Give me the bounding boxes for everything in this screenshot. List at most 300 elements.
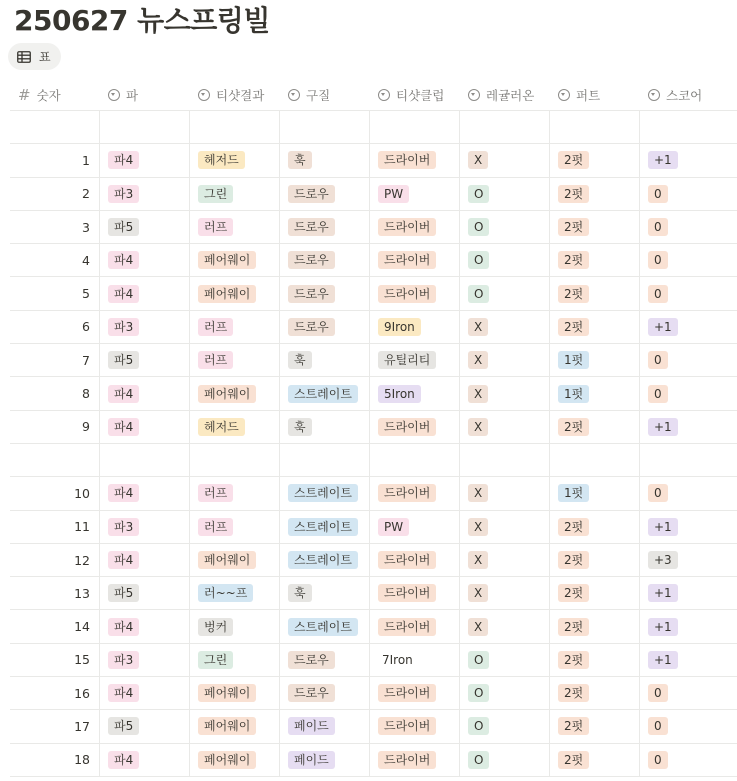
select-tag: 2펏 (558, 551, 589, 569)
table-cell-putts[interactable] (550, 610, 640, 642)
table-cell-tee-result[interactable] (190, 211, 280, 243)
select-tag: 파4 (108, 385, 139, 403)
select-tag: 파4 (108, 551, 139, 569)
select-tag: 드로우 (288, 251, 335, 269)
select-icon (198, 89, 210, 101)
select-tag: 스트레이트 (288, 551, 358, 569)
select-tag: 파3 (108, 651, 139, 669)
table-cell-putts[interactable] (550, 211, 640, 243)
table-cell-regulation[interactable] (460, 644, 550, 676)
table-cell-tee-result[interactable] (190, 477, 280, 509)
table-cell-ball-flight[interactable] (280, 111, 370, 143)
table-cell-putts[interactable] (550, 744, 640, 776)
table-cell-ball-flight[interactable] (280, 544, 370, 576)
table-row[interactable] (10, 144, 737, 177)
view-tab-table[interactable] (8, 43, 61, 70)
column-header-label: 퍼트 (576, 88, 601, 103)
table-cell-putts[interactable] (550, 244, 640, 276)
table-cell-par[interactable] (100, 277, 190, 309)
table-cell-regulation[interactable] (460, 277, 550, 309)
table-cell-putts[interactable] (550, 710, 640, 742)
view-tab-label: 표 (39, 50, 51, 64)
select-icon (468, 89, 480, 101)
select-tag: 파5 (108, 218, 139, 236)
table-cell-score[interactable] (640, 444, 737, 476)
table-cell-num[interactable] (10, 344, 100, 376)
table-row[interactable] (10, 511, 737, 544)
table-cell-ball-flight[interactable] (280, 477, 370, 509)
table-cell-score[interactable] (640, 344, 737, 376)
select-tag: 드로우 (288, 318, 335, 336)
table-row-empty[interactable] (10, 111, 737, 144)
select-tag: 페어웨이 (198, 551, 256, 569)
row-number: 14 (74, 619, 90, 635)
select-tag: 페어웨이 (198, 751, 256, 769)
table-cell-ball-flight[interactable] (280, 610, 370, 642)
select-tag: 파5 (108, 717, 139, 735)
table-cell-tee-club[interactable] (370, 377, 460, 409)
column-header-ball-flight[interactable] (280, 80, 370, 110)
table-cell-par[interactable] (100, 411, 190, 443)
row-number: 17 (74, 718, 90, 734)
select-tag: 파4 (108, 618, 139, 636)
select-tag: 1펏 (558, 351, 589, 369)
row-number: 3 (82, 219, 90, 235)
table-cell-score[interactable] (640, 477, 737, 509)
select-tag: O (468, 717, 489, 735)
table-cell-tee-club[interactable] (370, 710, 460, 742)
table-cell-tee-result[interactable] (190, 710, 280, 742)
table-cell-tee-result[interactable] (190, 144, 280, 176)
table-cell-score[interactable] (640, 644, 737, 676)
select-tag: 드로우 (288, 285, 335, 303)
column-header-score[interactable] (640, 80, 737, 110)
table-cell-ball-flight[interactable] (280, 710, 370, 742)
table-cell-ball-flight[interactable] (280, 277, 370, 309)
table-cell-tee-club[interactable] (370, 277, 460, 309)
table-cell-par[interactable] (100, 178, 190, 210)
select-tag: +1 (648, 151, 678, 169)
select-tag: 2펏 (558, 584, 589, 602)
table-row[interactable] (10, 244, 737, 277)
select-tag: X (468, 518, 488, 536)
table-cell-ball-flight[interactable] (280, 144, 370, 176)
table-cell-putts[interactable] (550, 144, 640, 176)
table-cell-tee-result[interactable] (190, 377, 280, 409)
table-cell-num[interactable] (10, 144, 100, 176)
table-cell-putts[interactable] (550, 111, 640, 143)
select-tag: 2펏 (558, 618, 589, 636)
table-cell-regulation[interactable] (460, 677, 550, 709)
table-cell-par[interactable] (100, 311, 190, 343)
select-tag: O (468, 751, 489, 769)
table-cell-tee-result[interactable] (190, 744, 280, 776)
table-row[interactable] (10, 710, 737, 743)
select-tag: 스트레이트 (288, 518, 358, 536)
table-cell-ball-flight[interactable] (280, 444, 370, 476)
select-tag: X (468, 618, 488, 636)
table-cell-tee-club[interactable] (370, 411, 460, 443)
select-tag: 파5 (108, 351, 139, 369)
select-tag: 훅 (288, 418, 312, 436)
table-cell-par[interactable] (100, 577, 190, 609)
table-cell-score[interactable] (640, 277, 737, 309)
select-tag: X (468, 151, 488, 169)
table-cell-par[interactable] (100, 211, 190, 243)
select-tag: 0 (648, 684, 668, 702)
select-tag: 드라이버 (378, 618, 436, 636)
table-cell-tee-club[interactable] (370, 677, 460, 709)
table-row[interactable] (10, 277, 737, 310)
table-cell-putts[interactable] (550, 677, 640, 709)
table-cell-num[interactable] (10, 477, 100, 509)
table-row[interactable] (10, 610, 737, 643)
column-header-tee-result[interactable] (190, 80, 280, 110)
table-row[interactable] (10, 577, 737, 610)
table-cell-regulation[interactable] (460, 444, 550, 476)
table-cell-tee-club[interactable] (370, 744, 460, 776)
table-cell-par[interactable] (100, 344, 190, 376)
select-tag: 드로우 (288, 651, 335, 669)
table-cell-putts[interactable] (550, 311, 640, 343)
table-cell-par[interactable] (100, 610, 190, 642)
table-cell-tee-club[interactable] (370, 577, 460, 609)
select-tag: 1펏 (558, 385, 589, 403)
table-cell-tee-result[interactable] (190, 111, 280, 143)
select-tag: 드로우 (288, 185, 335, 203)
select-tag: 7Iron (382, 652, 413, 667)
table-row[interactable] (10, 477, 737, 510)
table-cell-tee-club[interactable] (370, 244, 460, 276)
table-cell-tee-result[interactable] (190, 577, 280, 609)
table-cell-tee-result[interactable] (190, 178, 280, 210)
table-cell-num[interactable] (10, 577, 100, 609)
table-cell-tee-club[interactable] (370, 477, 460, 509)
table-cell-tee-club[interactable] (370, 444, 460, 476)
table-cell-regulation[interactable] (460, 477, 550, 509)
select-tag: 0 (648, 185, 668, 203)
table-cell-num[interactable] (10, 610, 100, 642)
table-cell-regulation[interactable] (460, 710, 550, 742)
table-cell-putts[interactable] (550, 544, 640, 576)
select-tag: X (468, 551, 488, 569)
table-cell-ball-flight[interactable] (280, 244, 370, 276)
table-cell-par[interactable] (100, 744, 190, 776)
table-cell-score[interactable] (640, 610, 737, 642)
table-cell-par[interactable] (100, 710, 190, 742)
table-cell-num[interactable] (10, 311, 100, 343)
table-cell-putts[interactable] (550, 511, 640, 543)
table-cell-putts[interactable] (550, 377, 640, 409)
table-cell-tee-club[interactable] (370, 311, 460, 343)
table-cell-score[interactable] (640, 677, 737, 709)
page-title: 250627 뉴스프링빌 (14, 4, 270, 37)
select-tag: 파4 (108, 418, 139, 436)
table-cell-num[interactable] (10, 511, 100, 543)
table-cell-score[interactable] (640, 244, 737, 276)
table-cell-tee-club[interactable] (370, 511, 460, 543)
select-tag: 드라이버 (378, 251, 436, 269)
row-number: 2 (82, 186, 90, 202)
select-tag: +1 (648, 618, 678, 636)
table-cell-num[interactable] (10, 710, 100, 742)
select-tag: 스트레이트 (288, 484, 358, 502)
select-icon (108, 89, 120, 101)
table-cell-putts[interactable] (550, 577, 640, 609)
table-cell-tee-result[interactable] (190, 444, 280, 476)
table-cell-regulation[interactable] (460, 144, 550, 176)
table-cell-tee-club[interactable] (370, 544, 460, 576)
table-cell-score[interactable] (640, 411, 737, 443)
select-tag: 러프 (198, 218, 233, 236)
table-cell-ball-flight[interactable] (280, 411, 370, 443)
row-number: 18 (74, 752, 90, 768)
select-tag: 드라이버 (378, 584, 436, 602)
table-cell-regulation[interactable] (460, 178, 550, 210)
select-tag: 파4 (108, 684, 139, 702)
table-row[interactable] (10, 344, 737, 377)
table-cell-tee-result[interactable] (190, 244, 280, 276)
table-cell-regulation[interactable] (460, 610, 550, 642)
table-cell-tee-result[interactable] (190, 311, 280, 343)
table-cell-score[interactable] (640, 178, 737, 210)
table-cell-score[interactable] (640, 744, 737, 776)
table-cell-score[interactable] (640, 377, 737, 409)
select-tag: 러프 (198, 484, 233, 502)
table-cell-regulation[interactable] (460, 244, 550, 276)
select-tag: 드로우 (288, 218, 335, 236)
table-cell-num[interactable] (10, 377, 100, 409)
select-tag: 드라이버 (378, 751, 436, 769)
select-tag: 페이드 (288, 717, 335, 735)
column-header-num[interactable] (10, 80, 100, 110)
table-cell-tee-result[interactable] (190, 544, 280, 576)
table-cell-tee-club[interactable] (370, 610, 460, 642)
select-tag: +1 (648, 518, 678, 536)
table-body (10, 111, 737, 777)
table-cell-tee-club[interactable] (370, 111, 460, 143)
table-row[interactable] (10, 644, 737, 677)
table-cell-tee-club[interactable] (370, 344, 460, 376)
table-cell-regulation[interactable] (460, 377, 550, 409)
table-cell-ball-flight[interactable] (280, 178, 370, 210)
select-tag: 스트레이트 (288, 385, 358, 403)
select-tag: 파4 (108, 251, 139, 269)
table-cell-putts[interactable] (550, 178, 640, 210)
select-tag: O (468, 285, 489, 303)
table-cell-tee-club[interactable] (370, 144, 460, 176)
select-tag: O (468, 251, 489, 269)
table-cell-regulation[interactable] (460, 344, 550, 376)
select-tag: 드로우 (288, 684, 335, 702)
select-tag: 드라이버 (378, 684, 436, 702)
select-tag: 드라이버 (378, 151, 436, 169)
select-tag: 러~~프 (198, 584, 253, 602)
select-tag: 벙커 (198, 618, 233, 636)
select-tag: 9Iron (378, 318, 421, 336)
table-cell-regulation[interactable] (460, 744, 550, 776)
table-cell-par[interactable] (100, 244, 190, 276)
table-row[interactable] (10, 377, 737, 410)
table-cell-tee-result[interactable] (190, 411, 280, 443)
table-header (10, 80, 737, 111)
table-cell-putts[interactable] (550, 411, 640, 443)
column-header-putts[interactable] (550, 80, 640, 110)
column-header-tee-club[interactable] (370, 80, 460, 110)
table-cell-tee-result[interactable] (190, 644, 280, 676)
table-cell-putts[interactable] (550, 277, 640, 309)
table-cell-ball-flight[interactable] (280, 577, 370, 609)
table-cell-score[interactable] (640, 211, 737, 243)
table-cell-score[interactable] (640, 111, 737, 143)
select-tag: O (468, 651, 489, 669)
table-cell-ball-flight[interactable] (280, 311, 370, 343)
column-header-label: 숫자 (36, 88, 61, 103)
table-cell-putts[interactable] (550, 644, 640, 676)
row-number: 7 (82, 352, 90, 368)
column-header-label: 티샷결과 (216, 88, 265, 103)
select-tag: 파3 (108, 185, 139, 203)
select-tag: X (468, 318, 488, 336)
table-row[interactable] (10, 744, 737, 777)
table-cell-regulation[interactable] (460, 511, 550, 543)
table-row[interactable] (10, 677, 737, 710)
select-tag: 1펏 (558, 484, 589, 502)
select-tag: O (468, 684, 489, 702)
column-header-label: 구질 (306, 88, 331, 103)
table-cell-num[interactable] (10, 277, 100, 309)
table-cell-score[interactable] (640, 544, 737, 576)
table-cell-regulation[interactable] (460, 577, 550, 609)
table-cell-par[interactable] (100, 111, 190, 143)
column-header-par[interactable] (100, 80, 190, 110)
select-tag: +1 (648, 584, 678, 602)
table-cell-ball-flight[interactable] (280, 644, 370, 676)
table-cell-par[interactable] (100, 644, 190, 676)
row-number: 1 (82, 152, 90, 168)
table-cell-tee-club[interactable] (370, 211, 460, 243)
table-cell-ball-flight[interactable] (280, 377, 370, 409)
table-row-empty[interactable] (10, 444, 737, 477)
table-cell-putts[interactable] (550, 444, 640, 476)
select-tag: 페어웨이 (198, 684, 256, 702)
table-cell-num[interactable] (10, 178, 100, 210)
table-cell-putts[interactable] (550, 344, 640, 376)
table-row[interactable] (10, 178, 737, 211)
table-row[interactable] (10, 311, 737, 344)
select-tag: 러프 (198, 518, 233, 536)
table-cell-ball-flight[interactable] (280, 511, 370, 543)
select-tag: 드라이버 (378, 418, 436, 436)
table-cell-putts[interactable] (550, 477, 640, 509)
row-number: 8 (82, 386, 90, 402)
table-cell-par[interactable] (100, 144, 190, 176)
table-cell-num[interactable] (10, 677, 100, 709)
table-cell-tee-result[interactable] (190, 511, 280, 543)
table-cell-score[interactable] (640, 577, 737, 609)
select-tag: 2펏 (558, 651, 589, 669)
select-tag: 0 (648, 351, 668, 369)
select-tag: +1 (648, 651, 678, 669)
column-header-regulation[interactable] (460, 80, 550, 110)
select-tag: 0 (648, 285, 668, 303)
select-tag: 2펏 (558, 751, 589, 769)
table-cell-score[interactable] (640, 144, 737, 176)
select-tag: 0 (648, 717, 668, 735)
select-tag: 파4 (108, 151, 139, 169)
select-tag: 페어웨이 (198, 251, 256, 269)
select-tag: 파3 (108, 318, 139, 336)
select-tag: 페어웨이 (198, 717, 256, 735)
select-tag: 파5 (108, 584, 139, 602)
select-tag: X (468, 484, 488, 502)
table-cell-par[interactable] (100, 511, 190, 543)
table-row[interactable] (10, 544, 737, 577)
row-number: 12 (74, 552, 90, 568)
table-cell-tee-result[interactable] (190, 344, 280, 376)
table-cell-regulation[interactable] (460, 111, 550, 143)
select-tag: X (468, 584, 488, 602)
table-cell-num[interactable] (10, 211, 100, 243)
table-cell-num[interactable] (10, 544, 100, 576)
select-tag: 헤저드 (198, 418, 245, 436)
table-cell-ball-flight[interactable] (280, 344, 370, 376)
table-cell-num[interactable] (10, 111, 100, 143)
table-cell-regulation[interactable] (460, 211, 550, 243)
table-cell-ball-flight[interactable] (280, 744, 370, 776)
table-cell-score[interactable] (640, 710, 737, 742)
table-row[interactable] (10, 411, 737, 444)
select-tag: 훅 (288, 151, 312, 169)
table-cell-ball-flight[interactable] (280, 677, 370, 709)
table-icon (17, 51, 31, 63)
table-cell-tee-result[interactable] (190, 677, 280, 709)
row-number: 15 (74, 652, 90, 668)
table-cell-score[interactable] (640, 511, 737, 543)
select-tag: 2펏 (558, 285, 589, 303)
select-tag: 그린 (198, 185, 233, 203)
table-cell-tee-club[interactable] (370, 644, 460, 676)
table-cell-regulation[interactable] (460, 411, 550, 443)
table-cell-num[interactable] (10, 444, 100, 476)
select-tag: 페이드 (288, 751, 335, 769)
row-number: 13 (74, 585, 90, 601)
table-cell-ball-flight[interactable] (280, 211, 370, 243)
select-tag: PW (378, 185, 409, 203)
table-cell-regulation[interactable] (460, 544, 550, 576)
table-cell-num[interactable] (10, 644, 100, 676)
table-cell-par[interactable] (100, 377, 190, 409)
select-tag: 유틸리티 (378, 351, 436, 369)
table-cell-score[interactable] (640, 311, 737, 343)
select-tag: 그린 (198, 651, 233, 669)
table-cell-tee-result[interactable] (190, 610, 280, 642)
table-cell-num[interactable] (10, 744, 100, 776)
table-cell-regulation[interactable] (460, 311, 550, 343)
table-cell-par[interactable] (100, 544, 190, 576)
column-header-label: 레귤러온 (486, 88, 535, 103)
table-row[interactable] (10, 211, 737, 244)
table-cell-num[interactable] (10, 244, 100, 276)
select-tag: X (468, 418, 488, 436)
table-cell-par[interactable] (100, 677, 190, 709)
table-cell-par[interactable] (100, 477, 190, 509)
table-cell-par[interactable] (100, 444, 190, 476)
table-cell-num[interactable] (10, 411, 100, 443)
select-tag: 0 (648, 385, 668, 403)
table-cell-tee-result[interactable] (190, 277, 280, 309)
table-cell-tee-club[interactable] (370, 178, 460, 210)
